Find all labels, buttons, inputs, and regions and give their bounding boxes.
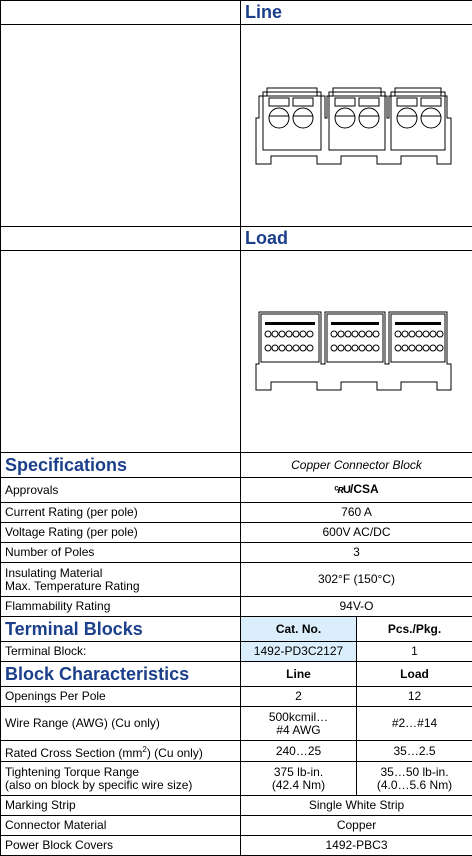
spec-value: 600V AC/DC bbox=[241, 523, 472, 543]
block-row bbox=[1, 836, 472, 856]
spec-value: 302°F (150°C) bbox=[241, 563, 472, 597]
pcs-header: Pcs./Pkg. bbox=[357, 617, 472, 642]
cat-no-header: Cat. No. bbox=[241, 617, 357, 642]
specs-subtitle: Copper Connector Block bbox=[241, 453, 472, 478]
empty-cell bbox=[1, 25, 241, 227]
spec-row bbox=[1, 478, 472, 503]
block-row bbox=[1, 796, 472, 816]
block-col-line: Line bbox=[241, 662, 357, 687]
load-block-drawing bbox=[241, 251, 472, 453]
spec-row bbox=[1, 563, 472, 597]
line-header-row bbox=[1, 1, 472, 25]
block-label: Tightening Torque Range (also on block by specific wire size) bbox=[1, 762, 241, 796]
spec-label: Flammability Rating bbox=[1, 597, 241, 617]
spec-row bbox=[1, 597, 472, 617]
spec-label: Number of Poles bbox=[1, 543, 241, 563]
block-line-value: 500kcmil… #4 AWG bbox=[241, 707, 357, 741]
spec-label: Voltage Rating (per pole) bbox=[1, 523, 241, 543]
cat-no-value: 1492-PD3C2127 bbox=[241, 642, 357, 662]
spec-row bbox=[1, 523, 472, 543]
block-col-load: Load bbox=[357, 662, 472, 687]
spec-value: 3 bbox=[241, 543, 472, 563]
block-load-value: 35…2.5 bbox=[357, 741, 472, 762]
spec-label: Current Rating (per pole) bbox=[1, 503, 241, 523]
block-row bbox=[1, 707, 472, 741]
block-label: Connector Material bbox=[1, 816, 241, 836]
block-line-value: 240…25 bbox=[241, 741, 357, 762]
approvals-value bbox=[241, 478, 472, 503]
pcs-value: 1 bbox=[357, 642, 472, 662]
terminal-title: Terminal Blocks bbox=[1, 617, 241, 642]
block-label: Marking Strip bbox=[1, 796, 241, 816]
terminal-header-row bbox=[1, 617, 472, 642]
block-label: Wire Range (AWG) (Cu only) bbox=[1, 707, 241, 741]
block-header-row bbox=[1, 662, 472, 687]
line-header: Line bbox=[241, 1, 472, 25]
block-label bbox=[1, 741, 241, 762]
block-load-value: #2…#14 bbox=[357, 707, 472, 741]
block-span-value: Copper bbox=[241, 816, 472, 836]
block-load-value: 12 bbox=[357, 687, 472, 707]
empty-cell bbox=[1, 227, 241, 251]
terminal-label: Terminal Block: bbox=[1, 642, 241, 662]
block-label: Openings Per Pole bbox=[1, 687, 241, 707]
block-line-value: 2 bbox=[241, 687, 357, 707]
empty-cell bbox=[1, 1, 241, 25]
rated-cross-section-label: Rated Cross Section $(mm^2)$ (Cu only) bbox=[5, 744, 203, 760]
spec-row bbox=[1, 543, 472, 563]
spec-value: 94V-O bbox=[241, 597, 472, 617]
block-row bbox=[1, 741, 472, 762]
spec-value: 760 A bbox=[241, 503, 472, 523]
load-header: Load bbox=[241, 227, 472, 251]
terminal-row bbox=[1, 642, 472, 662]
block-load-value: 35…50 lb-in. (4.0…5.6 Nm) bbox=[357, 762, 472, 796]
specs-title: Specifications bbox=[1, 453, 241, 478]
block-title: Block Characteristics bbox=[1, 662, 241, 687]
spec-label: Approvals bbox=[1, 478, 241, 503]
block-line-value: 375 lb-in. (42.4 Nm) bbox=[241, 762, 357, 796]
approvals-text: /CSA bbox=[349, 482, 379, 496]
block-span-value: 1492-PBC3 bbox=[241, 836, 472, 856]
empty-cell bbox=[1, 251, 241, 453]
load-image-row bbox=[1, 251, 472, 453]
block-label: Power Block Covers bbox=[1, 836, 241, 856]
ul-mark-icon: ᶜʀU bbox=[334, 484, 350, 496]
block-row bbox=[1, 762, 472, 796]
line-block-drawing bbox=[241, 25, 472, 227]
line-image-row bbox=[1, 25, 472, 227]
load-header-row bbox=[1, 227, 472, 251]
block-row bbox=[1, 816, 472, 836]
spec-row bbox=[1, 503, 472, 523]
spec-label: Insulating Material Max. Temperature Rating bbox=[1, 563, 241, 597]
block-span-value: Single White Strip bbox=[241, 796, 472, 816]
block-row bbox=[1, 687, 472, 707]
specs-header-row bbox=[1, 453, 472, 478]
